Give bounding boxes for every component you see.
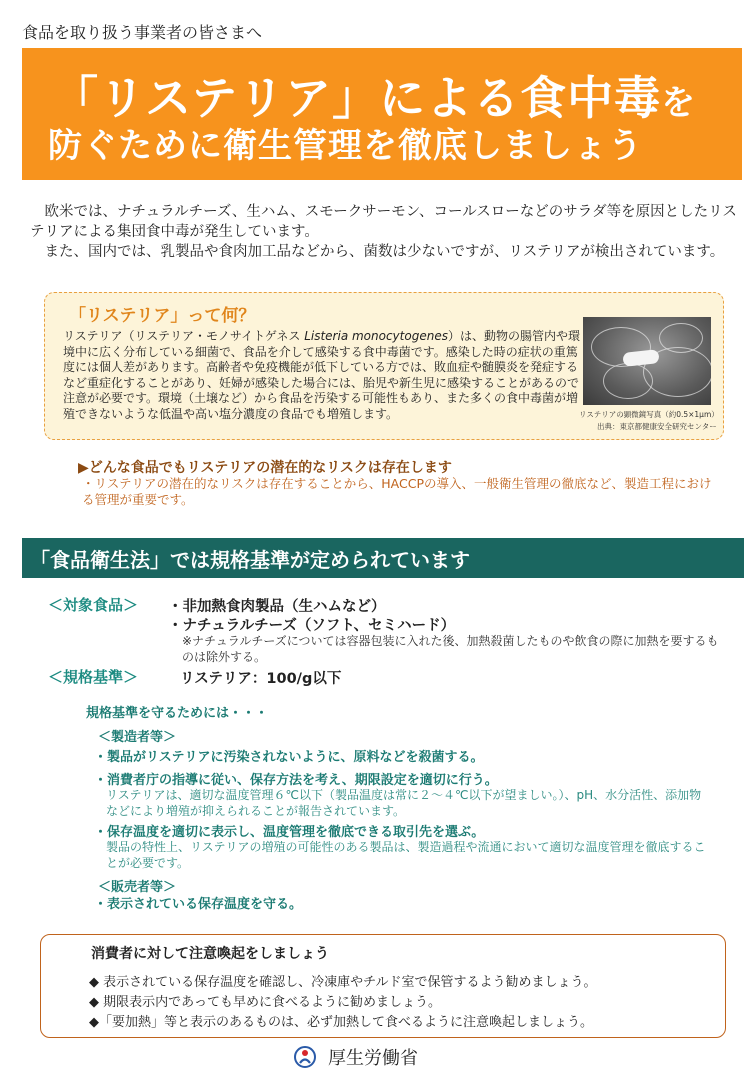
consumer-item: ◆ 表示されている保存温度を確認し、冷凍庫やチルド室で保管するよう勧めましょう。 [89,975,597,990]
info-text: リステリア（リステリア・モノサイトゲネス Listeria monocytogenes）は、動物の腸管内や環境中に広く分布している細菌で、食品を介して感染する食中毒菌です。感染した時の症状の重篤度には個人差があります。高齢者や免疫機能が低下している方では、敗血症や髄膜炎を発症するなど重症化することがあり、妊婦が感染した場合には、胎児や新生児に感染することがあるので注意が必要です。環境（土壌など）から食品を汚染する可能性もあり、また多くの食中毒菌が増殖できないような低温や高い塩分濃度の食品でも増殖します。 [63,329,580,421]
photo-source: 出典：東京都健康安全研究センター [597,422,717,431]
consumer-item: ◆「要加熱」等と表示のあるものは、必ず加熱して食べるように注意喚起しましょう。 [89,1015,593,1030]
consumer-notice-box [40,934,726,1038]
target-food-note: ※ナチュラルチーズについては容器包装に入れた後、加熱殺菌したものや飲食の際に加熱を要するものは除外する。 [182,634,719,664]
compliance-detail: リステリアは、適切な温度管理６℃以下（製品温度は常に２～４℃以下が望ましい。）、pH、水分活性、添加物 などにより増殖が抑えられることが報告されています。 [106,788,702,818]
consumer-title: 消費者に対して注意喚起をしましょう [91,946,329,962]
title-line-1: 「リステリア」による食中毒を [52,71,697,125]
compliance-title: 規格基準を守るためには・・・ [86,706,269,721]
target-food-item: ・ナチュラルチーズ（ソフト、セミハード） [168,618,456,634]
intro-paragraph-1: 欧米では、ナチュラルチーズ、生ハム、スモークサーモン、コールスローなどのサラダ等を原因としたリステリアによる集団食中毒が発生しています。 [30,204,737,240]
compliance-item: ・保存温度を適切に表示し、温度管理を徹底できる取引先を選ぶ。 [94,825,485,840]
compliance-item: ・消費者庁の指導に従い、保存方法を考え、期限設定を適切に行う。 [94,773,498,788]
target-food-label: ＜対象食品＞ [48,596,139,614]
mhlw-logo-icon [294,1046,316,1068]
law-title: 「食品衛生法」では規格基準が定められています [30,548,470,572]
target-food-item: ・非加熱食肉製品（生ハムなど） [168,599,386,615]
risk-text: ・リステリアの潜在的なリスクは存在することから、HACCPの導入、一般衛生管理の徹底など、製造工程における管理が重要です。 [82,476,712,507]
consumer-item: ◆ 期限表示内であっても早めに食べるように勧めましょう。 [89,995,442,1010]
seller-item: ・表示されている保存温度を守る。 [94,897,303,912]
standard-value: リステリア：100/g以下 [180,671,342,687]
compliance-detail: 製品の特性上、リステリアの増殖の可能性のある製品は、製造過程や流通において適切な温度管理を徹底することが必要です。 [106,840,706,870]
intro-paragraph-2: また、国内では、乳製品や食肉加工品などから、菌数は少ないですが、リステリアが検出されています。 [44,244,725,260]
intro-text [30,202,740,262]
listeria-info-box [44,292,724,440]
bacteria-micrograph-icon [583,317,711,405]
standard-label: ＜規格基準＞ [48,668,139,686]
photo-caption: リステリアの顕微鏡写真（約0.5×1μm） [579,410,719,419]
risk-headline: ▶どんな食品でもリステリアの潜在的なリスクは存在します [78,460,452,476]
compliance-item: ・製品がリステリアに汚染されないように、原料などを殺菌する。 [94,750,484,765]
audience-line: 食品を取り扱う事業者の皆さまへ [22,23,263,42]
title-line-2: 防ぐために衛生管理を徹底しましょう [48,126,643,166]
seller-label: ＜販売者等＞ [98,880,177,895]
manufacturer-label: ＜製造者等＞ [98,730,177,745]
info-title: 「リステリア」って何？ [69,306,256,326]
ministry-name: 厚生労働省 [328,1048,418,1069]
law-title-bar [22,538,744,578]
title-banner [22,48,742,180]
